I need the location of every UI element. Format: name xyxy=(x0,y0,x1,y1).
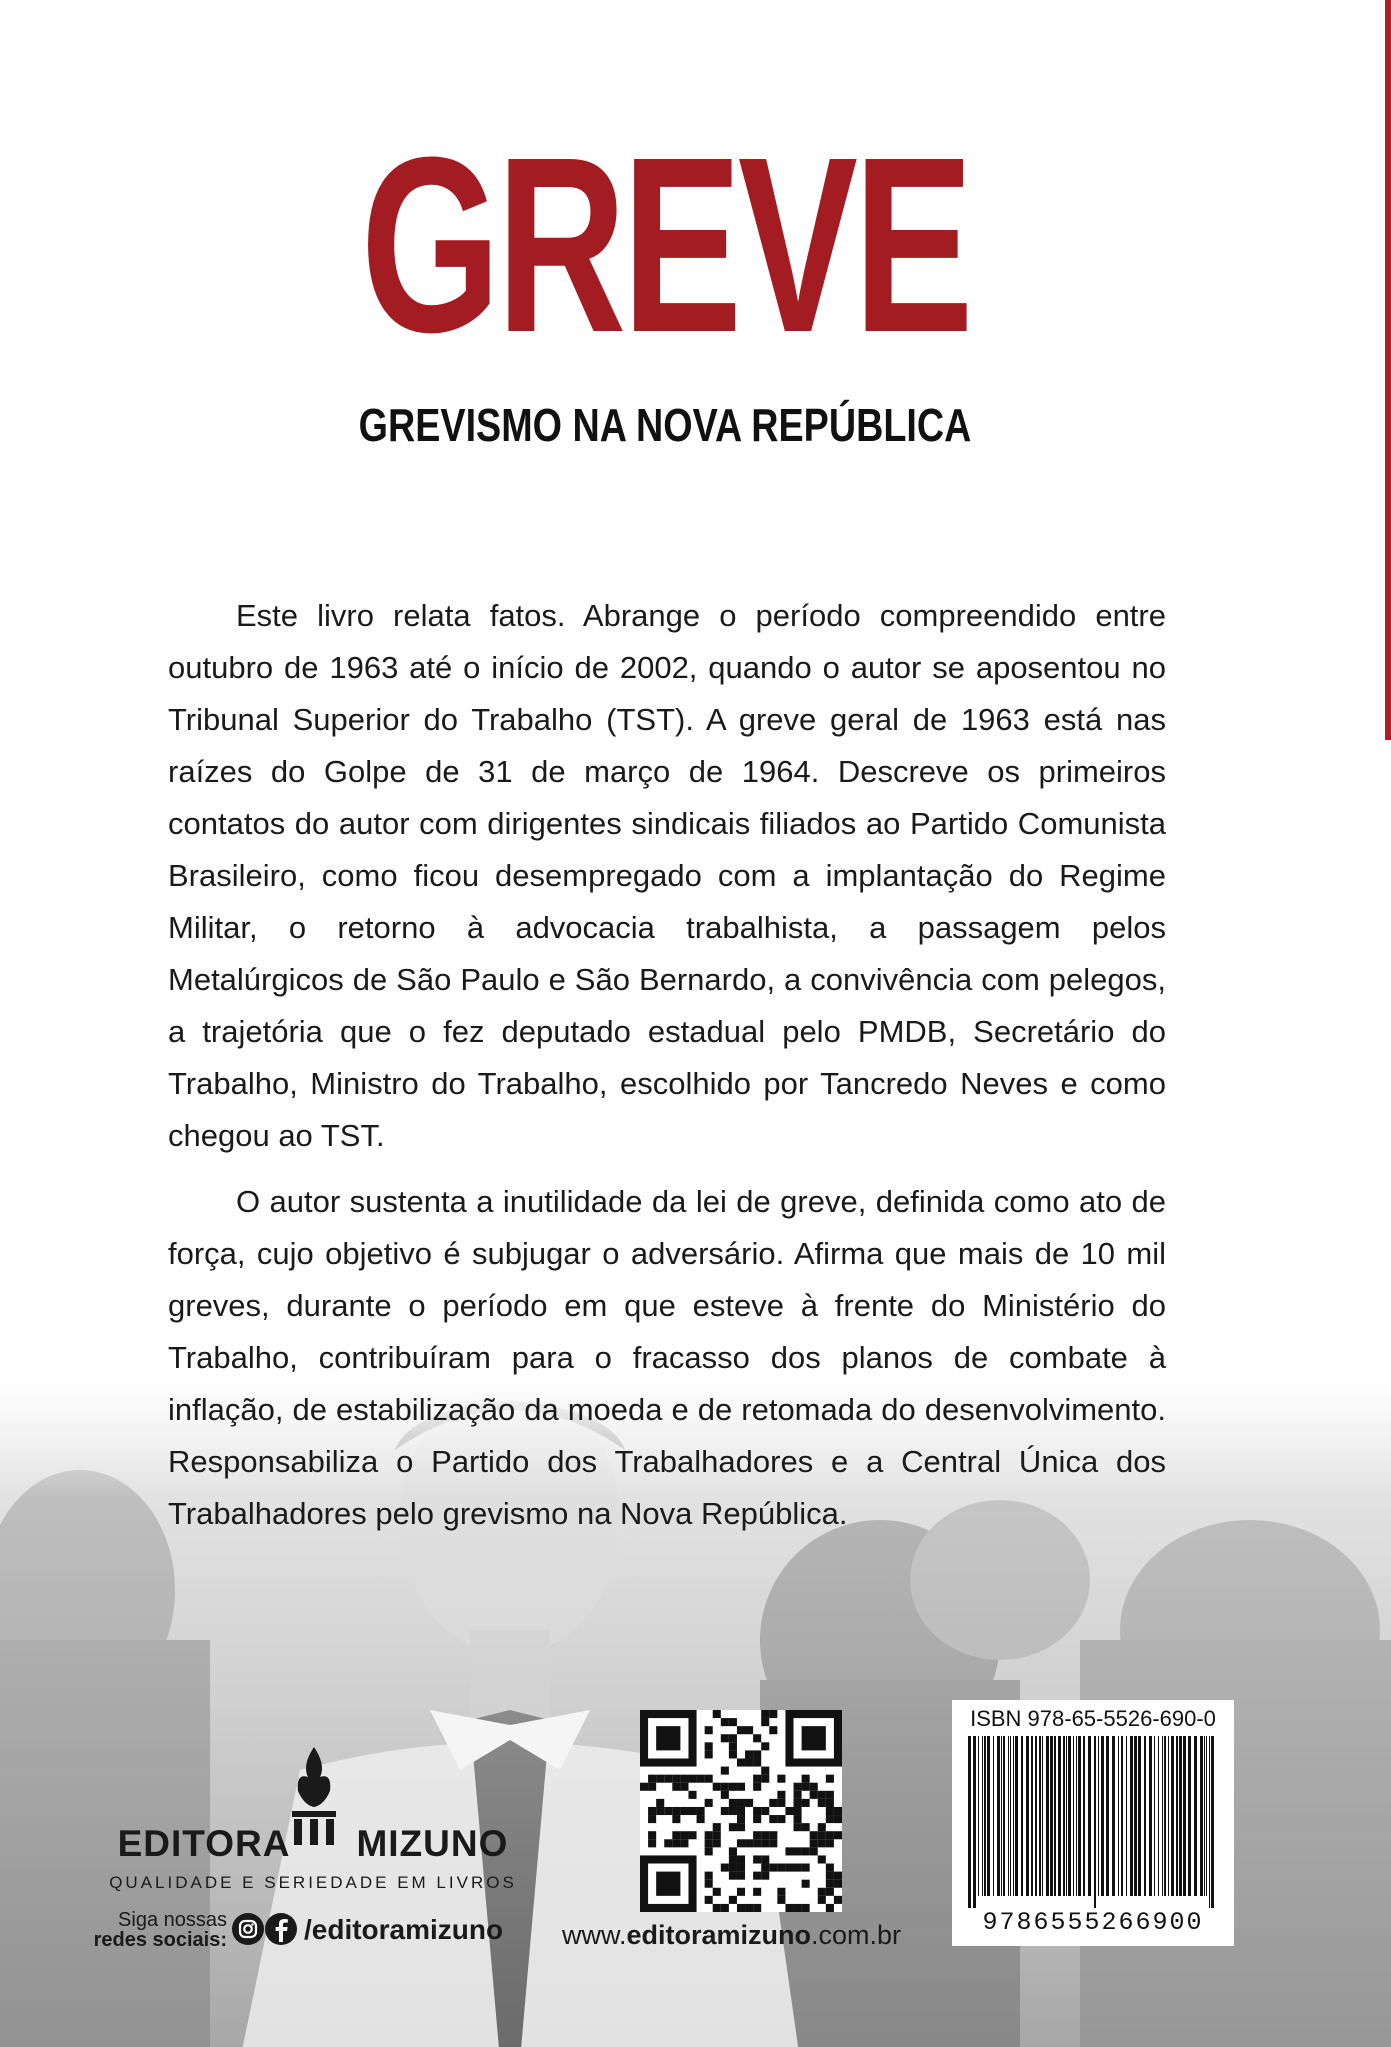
barcode-bar xyxy=(1162,1736,1163,1896)
social-handle[interactable]: /editoramizuno xyxy=(304,1914,504,1945)
barcode xyxy=(964,1736,1222,1908)
publisher-name-right: MIZUNO xyxy=(356,1823,509,1864)
synopsis-paragraph: Este livro relata fatos. Abrange o período compreendido entre outubro de 1963 até o início de 2002, quando o autor se aposentou no Tribunal Superior do Trabalho (TST). A greve geral de 1963 está nas raízes do Golpe de 31 de março de 1964. Descreve os primeiros contatos do autor com dirigentes sindicais filiados ao Partido Comunista Brasileiro, como ficou desempregado com a implantação do Regime Militar, o retorno à advocacia trabalhista, a passagem pelos Metalúrgicos de São Paulo e São Bernardo, a convivência com pelegos, a trajetória que o fez deputado estadual pelo PMDB, Secretário do Trabalho, Ministro do Trabalho, escolhido por Tancredo Neves e como chegou ao TST. xyxy=(168,598,1166,1153)
publisher-tagline: QUALIDADE E SERIEDADE EM LIVROS xyxy=(109,1873,517,1892)
book-subtitle: GREVISMO NA NOVA REPÚBLICA xyxy=(358,399,972,451)
barcode-bar xyxy=(1083,1736,1085,1896)
publisher-name-left: EDITORA xyxy=(117,1823,291,1864)
barcode-bar xyxy=(973,1736,976,1908)
barcode-bar xyxy=(984,1736,986,1896)
barcode-bar xyxy=(1204,1736,1205,1896)
barcode-bar xyxy=(1158,1736,1159,1896)
barcode-bar xyxy=(1046,1736,1049,1896)
barcode-bar xyxy=(997,1736,1000,1896)
book-title: GREVE xyxy=(360,105,970,384)
barcode-bar xyxy=(1098,1736,1099,1896)
isbn-digits: 9786555266900 xyxy=(982,1908,1204,1937)
barcode-bar xyxy=(1076,1736,1077,1896)
barcode-bar xyxy=(1054,1736,1056,1896)
barcode-bar xyxy=(1078,1736,1081,1896)
barcode-bar xyxy=(1183,1736,1186,1896)
barcode-bar xyxy=(1176,1736,1178,1896)
synopsis-paragraph: O autor sustenta a inutilidade da lei de greve, definida como ato de força, cujo objetivo é subjugar o adversário. Afirma que mais de 10 mil greves, durante o período em que esteve à frente do Ministério do Trabalho, contribuíram para o fracasso dos planos de combate à inflação, de estabilização da moeda e de retomada do desenvolvimento. Responsabiliza o Partido dos Trabalhadores e a Central Única dos Trabalhadores pelo grevismo na Nova República. xyxy=(168,1184,1166,1531)
barcode-bar xyxy=(1118,1736,1119,1896)
barcode-bar xyxy=(1126,1736,1127,1896)
isbn-label: ISBN 978-65-5526-690-0 xyxy=(970,1706,1216,1731)
barcode-bar xyxy=(1121,1736,1123,1896)
barcode-bar xyxy=(1101,1736,1104,1896)
isbn-barcode-block xyxy=(952,1700,1234,1946)
barcode-bar xyxy=(1073,1736,1074,1896)
barcode-bar xyxy=(1042,1736,1043,1896)
qr-code[interactable] xyxy=(640,1710,842,1912)
barcode-bar xyxy=(1001,1736,1002,1896)
barcode-bar xyxy=(1035,1736,1037,1896)
barcode-bar xyxy=(1068,1736,1071,1896)
barcode-bar xyxy=(1164,1736,1166,1896)
barcode-bar xyxy=(1168,1736,1169,1896)
barcode-bar xyxy=(1134,1736,1137,1896)
social-label-line1: Siga nossas xyxy=(118,1909,227,1931)
barcode-bar xyxy=(1130,1736,1133,1896)
website-domain: editoramizuno xyxy=(626,1920,812,1950)
barcode-bar xyxy=(1144,1736,1146,1896)
barcode-bar xyxy=(1039,1736,1041,1896)
barcode-bar xyxy=(987,1736,990,1896)
barcode-bar xyxy=(1194,1736,1197,1896)
barcode-bar xyxy=(1112,1736,1115,1896)
barcode-bar xyxy=(1013,1736,1014,1896)
barcode-bar xyxy=(968,1736,971,1908)
barcode-bar xyxy=(1179,1736,1182,1896)
barcode-bar xyxy=(1149,1736,1152,1896)
barcode-bar xyxy=(1138,1736,1141,1896)
barcode-bar xyxy=(1094,1736,1096,1908)
barcode-bar xyxy=(1211,1736,1214,1908)
barcode-bar xyxy=(1206,1736,1207,1896)
website-prefix: www. xyxy=(562,1920,627,1950)
spine-accent-bar xyxy=(1385,0,1391,740)
barcode-bar xyxy=(1058,1736,1061,1896)
barcode-bar xyxy=(1003,1736,1005,1896)
website-link[interactable] xyxy=(562,1920,901,1951)
barcode-bar xyxy=(1088,1736,1091,1896)
publisher-logo xyxy=(88,1745,538,1895)
barcode-bar xyxy=(1026,1736,1029,1896)
barcode-bar xyxy=(1171,1736,1174,1896)
barcode-bar xyxy=(978,1736,979,1896)
barcode-bar xyxy=(1106,1736,1109,1896)
barcode-bar xyxy=(1010,1736,1011,1896)
synopsis xyxy=(168,590,1166,1554)
facebook-icon[interactable] xyxy=(265,1913,297,1945)
social-icons xyxy=(232,1912,298,1951)
barcode-bar xyxy=(993,1736,994,1896)
barcode-bar xyxy=(1008,1736,1009,1896)
barcode-bar xyxy=(982,1736,983,1896)
barcode-bar xyxy=(1063,1736,1065,1896)
social-label xyxy=(92,1910,227,1950)
barcode-bar xyxy=(1188,1736,1191,1896)
social-label-line2: redes sociais: xyxy=(93,1929,227,1951)
barcode-bar xyxy=(1015,1736,1018,1896)
publisher-name xyxy=(88,1823,538,1865)
barcode-bar xyxy=(1031,1736,1033,1896)
barcode-bar xyxy=(1021,1736,1023,1896)
barcode-bar xyxy=(1209,1736,1210,1908)
instagram-icon[interactable] xyxy=(232,1913,264,1945)
barcode-bar xyxy=(1050,1736,1053,1896)
barcode-bar xyxy=(1066,1736,1067,1896)
website-suffix: .com.br xyxy=(811,1920,902,1950)
barcode-bar xyxy=(1154,1736,1155,1896)
barcode-bar xyxy=(1200,1736,1203,1896)
